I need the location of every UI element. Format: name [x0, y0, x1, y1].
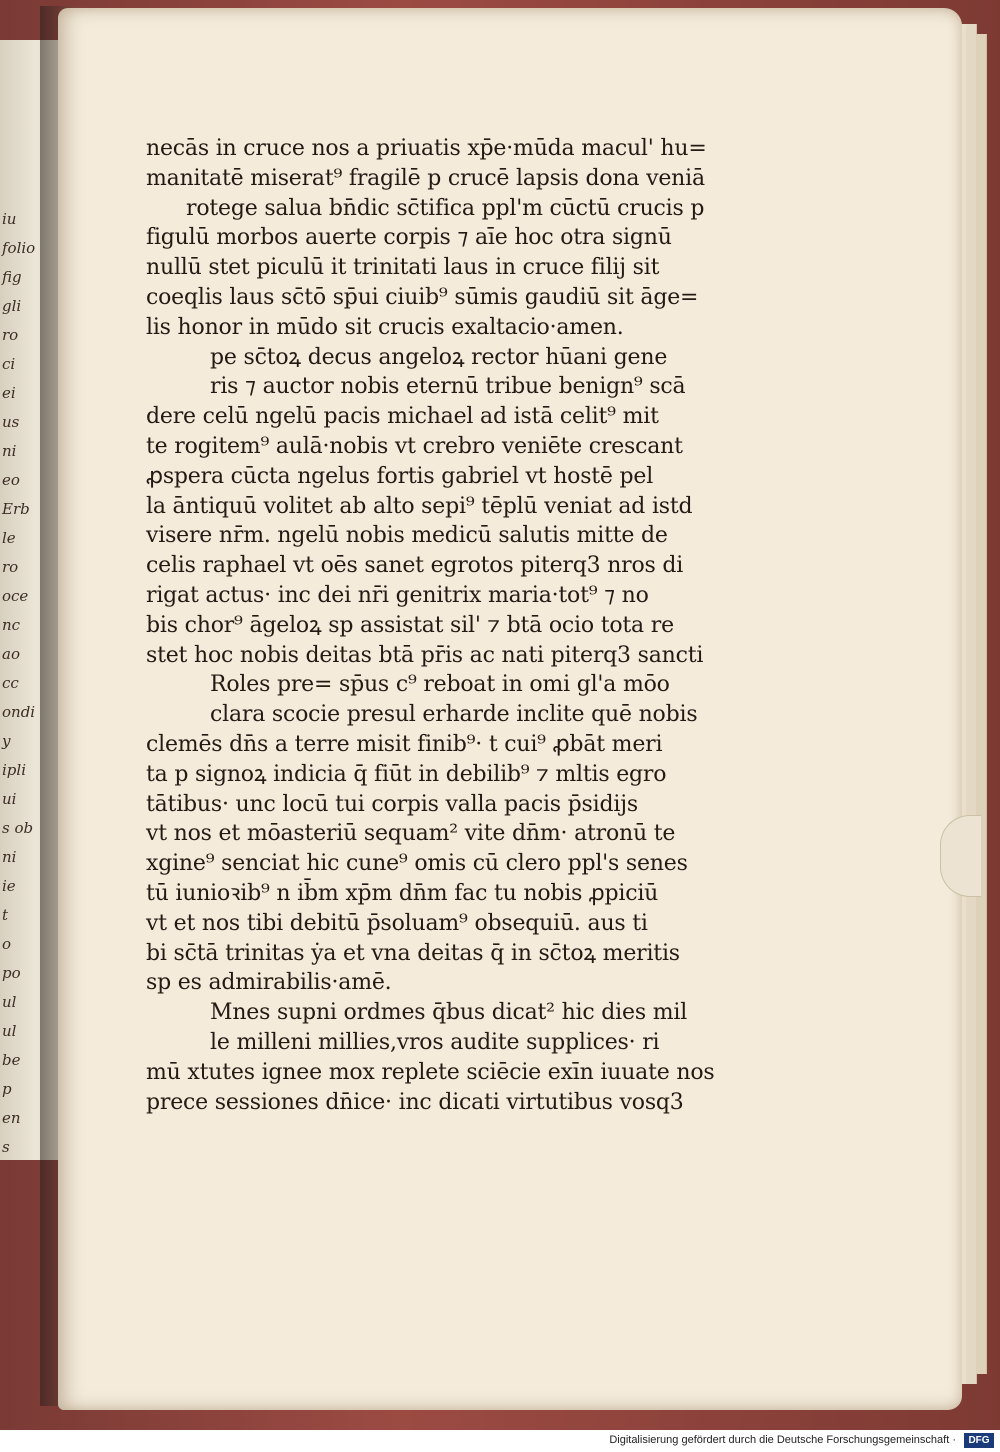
left-page-fragment: ei: [2, 384, 16, 402]
left-page-fragment: ul: [2, 993, 17, 1011]
text-line: prece sessiones dn̄ice· inc dicati virtutibus vosq3: [146, 1089, 684, 1115]
text-line: Mnes supni ordmes q̄bus dicat² hic dies mil: [210, 1000, 688, 1026]
footer-credit: Digitalisierung gefördert durch die Deutsche Forschungsgemeinschaft ·: [609, 1434, 956, 1446]
text-line: te rogitem⁹ aulā·nobis vt crebro veniēte crescant: [146, 433, 683, 459]
text-line: rigat actus· inc dei nr̄i genitrix maria·tot⁹ ⁊ no: [146, 582, 649, 608]
left-page-fragment: ro: [2, 326, 19, 344]
text-line: Roles pre= sp̄us c⁹ reboat in omi gl'a mōo: [210, 672, 670, 698]
text-line: bi sc̄tā trinitas ẏa et vna deitas q̄ in sc̄toꝝ meritis: [146, 940, 680, 966]
text-line: dere celū ngelū pacis michael ad istā celit⁹ mit: [146, 404, 659, 430]
text-line: ris ⁊ auctor nobis eternū tribue benign⁹ scā: [210, 374, 686, 400]
text-line: mū xtutes ignee mox replete sciēcie exīn iuuate nos: [146, 1059, 715, 1085]
text-line: bis chor⁹ āgeloꝝ sp assistat sil' ⁊ btā ocio tota re: [146, 612, 674, 638]
text-line: rotege salua bn̄dic sc̄tifica ppl'm cūctū crucis p: [186, 195, 705, 221]
left-page-fragment: Erb: [2, 500, 30, 518]
left-page-fragment: ro: [2, 558, 19, 576]
left-page-fragment: ao: [2, 645, 20, 663]
left-page-fragment: us: [2, 413, 20, 431]
page-edge: [976, 34, 987, 1374]
text-line: vt nos et mōasteriū sequam² vite dn̄m· atronū te: [146, 821, 676, 847]
left-page-fragment: ipli: [2, 761, 26, 779]
text-line: ꝓspera cūcta ngelus fortis gabriel vt hostē pel: [146, 463, 654, 489]
left-page-fragment: o: [2, 935, 12, 953]
left-page-fragment: p: [2, 1080, 12, 1098]
left-page-fragment: folio: [2, 239, 36, 257]
text-line: manitatē miserat⁹ fragilē p crucē lapsis dona veniā: [146, 165, 705, 191]
text-line: sp es admirabilis·amē.: [146, 970, 392, 996]
text-line: lis honor in mūdo sit crucis exaltacio·amen.: [146, 314, 624, 340]
left-page-fragment: nc: [2, 616, 21, 634]
text-line: nullū stet piculū it trinitati laus in cruce filij sit: [146, 255, 660, 281]
page-tab: [940, 815, 981, 897]
left-page-fragment: en: [2, 1109, 21, 1127]
left-page-fragment: s ob: [2, 819, 34, 837]
text-line: clemēs dn̄s a terre misit finib⁹· t cui⁹ ꝓbāt meri: [146, 731, 663, 757]
left-page-fragment: ni: [2, 442, 17, 460]
left-page-fragment: y: [2, 732, 11, 750]
text-line: xgine⁹ senciat hic cune⁹ omis cū clero ppl's senes: [146, 851, 688, 877]
text-line: clara scocie presul erharde inclite quē nobis: [210, 702, 698, 728]
text-line: celis raphael vt oēs sanet egrotos piterq3 nros di: [146, 553, 684, 579]
text-line: vt et nos tibi debitū p̄soluam⁹ obsequiū. aus ti: [146, 910, 648, 936]
text-line: coeqlis laus sc̄tō sp̄ui ciuib⁹ sūmis gaudiū sit āge=: [146, 284, 699, 310]
left-page-fragment: ondi: [2, 703, 36, 721]
text-line: ta p signoꝝ indicia q̄ fiūt in debilib⁹ ⁊ mltis egro: [146, 761, 667, 787]
left-page-fragment: s: [2, 1138, 10, 1156]
text-line: figulū morbos auerte corpis ⁊ aīe hoc otra signū: [146, 225, 672, 251]
left-page-fragment: ni: [2, 848, 17, 866]
text-block: [146, 134, 766, 1117]
left-page-fragment: be: [2, 1051, 21, 1069]
left-page-fragment: ul: [2, 1022, 17, 1040]
left-page-fragment: iu: [2, 210, 17, 228]
left-page-fragment: po: [2, 964, 21, 982]
left-page-fragment: ui: [2, 790, 17, 808]
left-page-fragment: ie: [2, 877, 16, 895]
text-line: stet hoc nobis deitas btā pr̄is ac nati piterq3 sancti: [146, 642, 704, 668]
text-line: le milleni millies,vros audite supplices· ri: [210, 1029, 660, 1055]
left-page-fragment: gli: [2, 297, 22, 315]
text-line: necās in cruce nos a priuatis xp̄e·mūda macul' hu=: [146, 136, 707, 161]
text-line: la āntiquū volitet ab alto sepi⁹ tēplū veniat ad istd: [146, 493, 693, 519]
left-page-fragment: oce: [2, 587, 29, 605]
left-page-fragment: fig: [2, 268, 22, 286]
left-page-fragment: ci: [2, 355, 16, 373]
left-page-fragment: t: [2, 906, 9, 924]
text-line: tū iunioꝛib⁹ n ib̄m xp̄m dn̄m fac tu nobis ꝓpiciū: [146, 880, 659, 906]
left-page-fragment: eo: [2, 471, 20, 489]
footer-bar: [0, 1430, 1000, 1452]
text-line: visere nr̄m. ngelū nobis medicū salutis mitte de: [146, 523, 668, 549]
text-line: tātibus· unc locū tui corpis valla pacis p̄sidijs: [146, 791, 638, 817]
left-page-fragment: cc: [2, 674, 19, 692]
left-page-fragment: le: [2, 529, 16, 547]
dfg-logo: DFG: [964, 1433, 994, 1448]
text-line: pe sc̄toꝝ decus angeloꝝ rector hūani gene: [210, 344, 668, 370]
